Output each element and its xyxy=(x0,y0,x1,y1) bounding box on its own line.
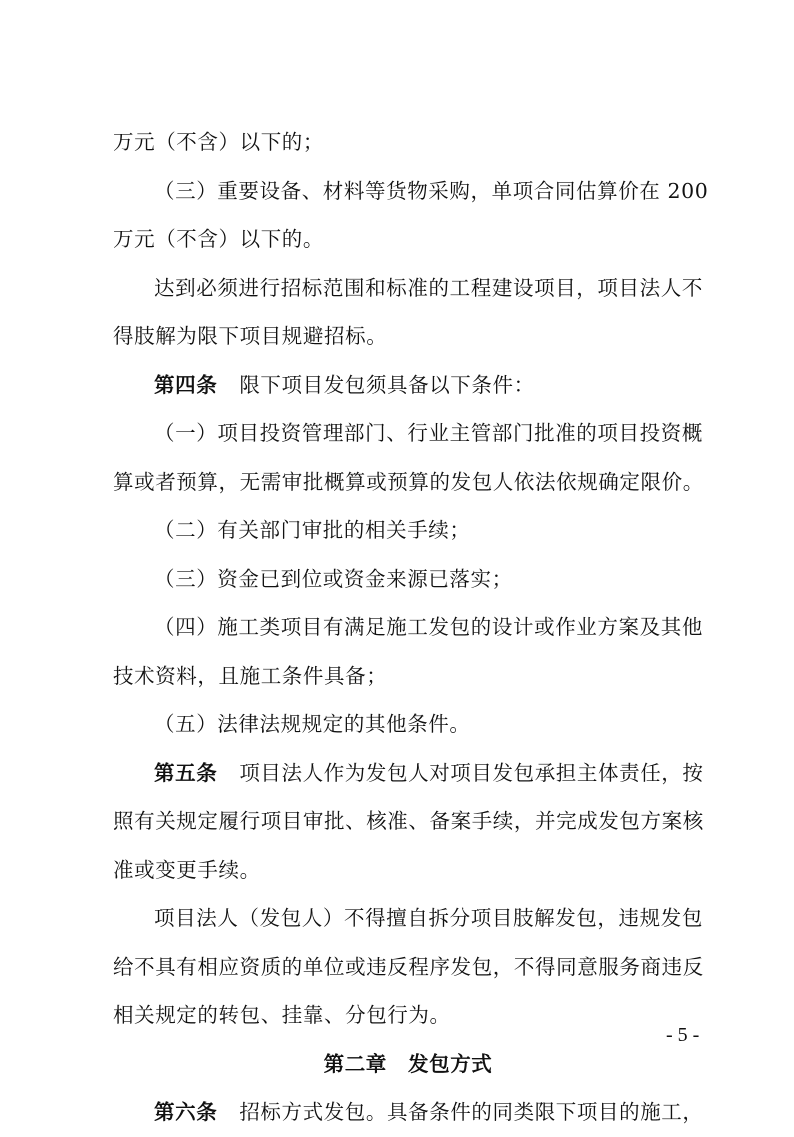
text-line: 相关规定的转包、挂靠、分包行为。 xyxy=(113,1003,451,1027)
text-line: 项目法人（发包人）不得擅自拆分项目肢解发包，违规发包 xyxy=(154,906,703,930)
text-line: 万元（不含）以下的； xyxy=(113,130,324,154)
text-line: 准或变更手续。 xyxy=(113,857,261,882)
article-6-heading-line: 第六条 招标方式发包。具备条件的同类限下项目的施工， xyxy=(154,1100,704,1124)
text-line: （五）法律法规规定的其他条件。 xyxy=(154,712,471,736)
article-4-heading-line: 第四条 限下项目发包须具备以下条件： xyxy=(154,372,535,397)
article-label: 第四条 xyxy=(154,372,218,397)
chapter-heading: 第二章 发包方式 xyxy=(323,1051,493,1076)
text-line: 万元（不含）以下的。 xyxy=(113,227,324,251)
text-line: 照有关规定履行项目审批、核准、备案手续，并完成发包方案核 xyxy=(113,809,704,833)
text-line: （四）施工类项目有满足施工发包的设计或作业方案及其他 xyxy=(154,615,703,639)
article-label: 第五条 xyxy=(154,760,218,785)
text-line: （二）有关部门审批的相关手续； xyxy=(154,518,471,542)
text-line: 达到必须进行招标范围和标准的工程建设项目，项目法人不 xyxy=(154,275,703,300)
document-body xyxy=(113,118,709,1137)
article-5-heading-line: 第五条 项目法人作为发包人对项目发包承担主体责任，按 xyxy=(154,760,704,785)
text-line: 算或者预算，无需审批概算或预算的发包人依法依规确定限价。 xyxy=(113,469,704,494)
text-line: 技术资料，且施工条件具备； xyxy=(113,663,388,688)
text-line: 得肢解为限下项目规避招标。 xyxy=(113,324,388,348)
article-label: 第六条 xyxy=(154,1100,218,1124)
text-line: 给不具有相应资质的单位或违反程序发包，不得同意服务商违反 xyxy=(113,954,704,979)
text-line: （三）资金已到位或资金来源已落实； xyxy=(154,566,513,591)
text-line: （一）项目投资管理部门、行业主管部门批准的项目投资概 xyxy=(154,421,703,445)
text-line: （三）重要设备、材料等货物采购，单项合同估算价在 200 xyxy=(154,178,709,203)
page-number: - 5 - xyxy=(666,1024,700,1046)
